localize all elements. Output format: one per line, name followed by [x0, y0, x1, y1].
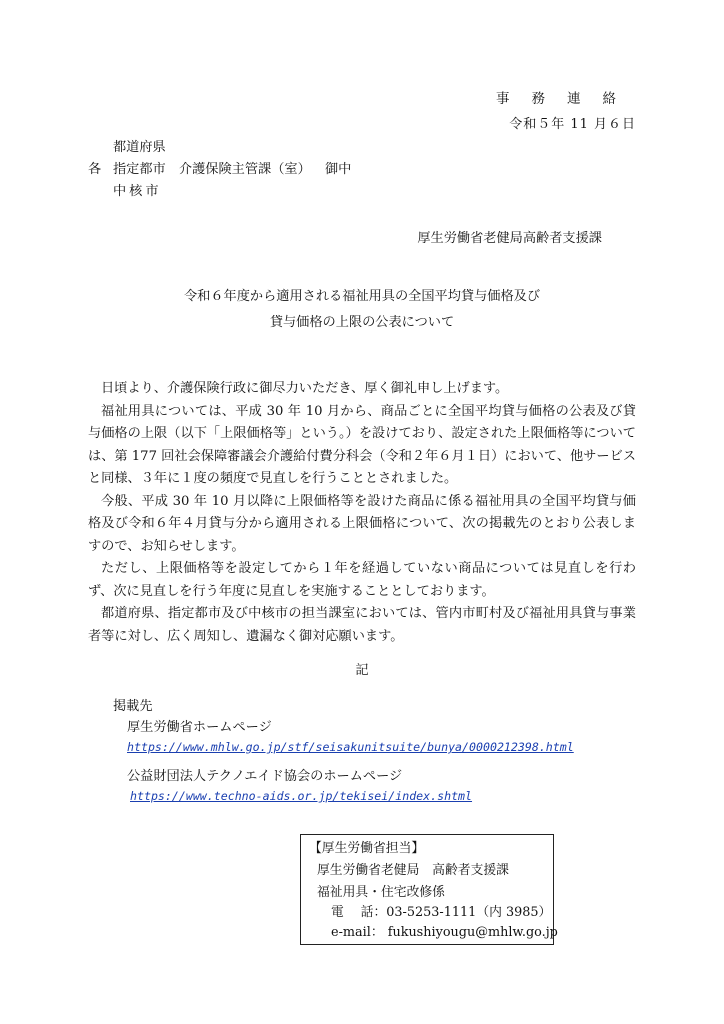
site1-name: 厚生労働省ホームページ — [127, 720, 272, 735]
document-type: 事務連絡 — [496, 91, 638, 107]
document-date: 令和５年 11 月６日 — [509, 117, 636, 132]
addressee-designated-cities: 指定都市 介護保険主管課（室） — [113, 162, 311, 177]
site2-url-link[interactable]: https://www.techno-aids.or.jp/tekisei/index.shtml — [130, 789, 473, 803]
contact-department: 厚生労働省老健局 高齢者支援課 — [317, 863, 509, 878]
site2-name: 公益財団法人テクノエイド協会のホームページ — [127, 769, 403, 784]
addressee-honorific: 御中 — [325, 162, 352, 177]
contact-box — [300, 834, 558, 945]
publication-heading: 掲載先 — [113, 699, 153, 714]
addressee-each-mark: 各 — [88, 162, 102, 177]
contact-section: 福祉用具・住宅改修係 — [317, 885, 445, 900]
body-paragraph-3: 今般、平成 30 年 10 月以降に上限価格等を設けた商品に係る福祉用具の全国平均貸与価格及び令和６年４月貸与分から適用される上限価格について、次の掲載先のとおり公表しますので、お知らせします。 — [88, 493, 636, 554]
body-paragraph-1: 日頃より、介護保険行政に御尽力いただき、厚く御礼申し上げます。 — [101, 381, 509, 396]
contact-phone: 電 話：03-5253-1111（内 3985） — [331, 905, 552, 920]
addressee-core-cities: 中核市 — [113, 184, 162, 199]
ki-marker: 記 — [355, 663, 369, 678]
contact-heading: 【厚生労働省担当】 — [309, 841, 425, 856]
body-paragraph-4: ただし、上限価格等を設定してから１年を経過していない商品については見直しを行わず、次に見直しを行う年度に見直しを実施することとしております。 — [88, 561, 636, 599]
body-paragraph-5: 都道府県、指定都市及び中核市の担当課室においては、管内市町村及び福祉用具貸与事業者等に対し、広く周知し、遺漏なく御対応願います。 — [88, 606, 636, 644]
sender-department: 厚生労働省老健局高齢者支援課 — [417, 231, 602, 246]
title-line-1: 令和６年度から適用される福祉用具の全国平均貸与価格及び — [183, 289, 541, 304]
contact-email[interactable]: e-mail： fukushiyougu@mhlw.go.jp — [331, 925, 558, 940]
site1-url-link[interactable]: https://www.mhlw.go.jp/stf/seisakunitsuite/bunya/0000212398.html — [127, 740, 574, 754]
body-paragraph-2: 福祉用具については、平成 30 年 10 月から、商品ごとに全国平均貸与価格の公表及び貸与価格の上限（以下「上限価格等」という。）を設けており、設定された上限価格等については、第 177 回社会保障審議会介護給付費分科会（令和２年６月１日）において、他サービスと同様、３年に１度の頻度で見直しを行うこととされました。 — [88, 403, 636, 486]
title-line-2: 貸与価格の上限の公表について — [269, 315, 455, 330]
addressee-prefectures: 都道府県 — [113, 140, 166, 155]
body-text — [88, 378, 636, 648]
